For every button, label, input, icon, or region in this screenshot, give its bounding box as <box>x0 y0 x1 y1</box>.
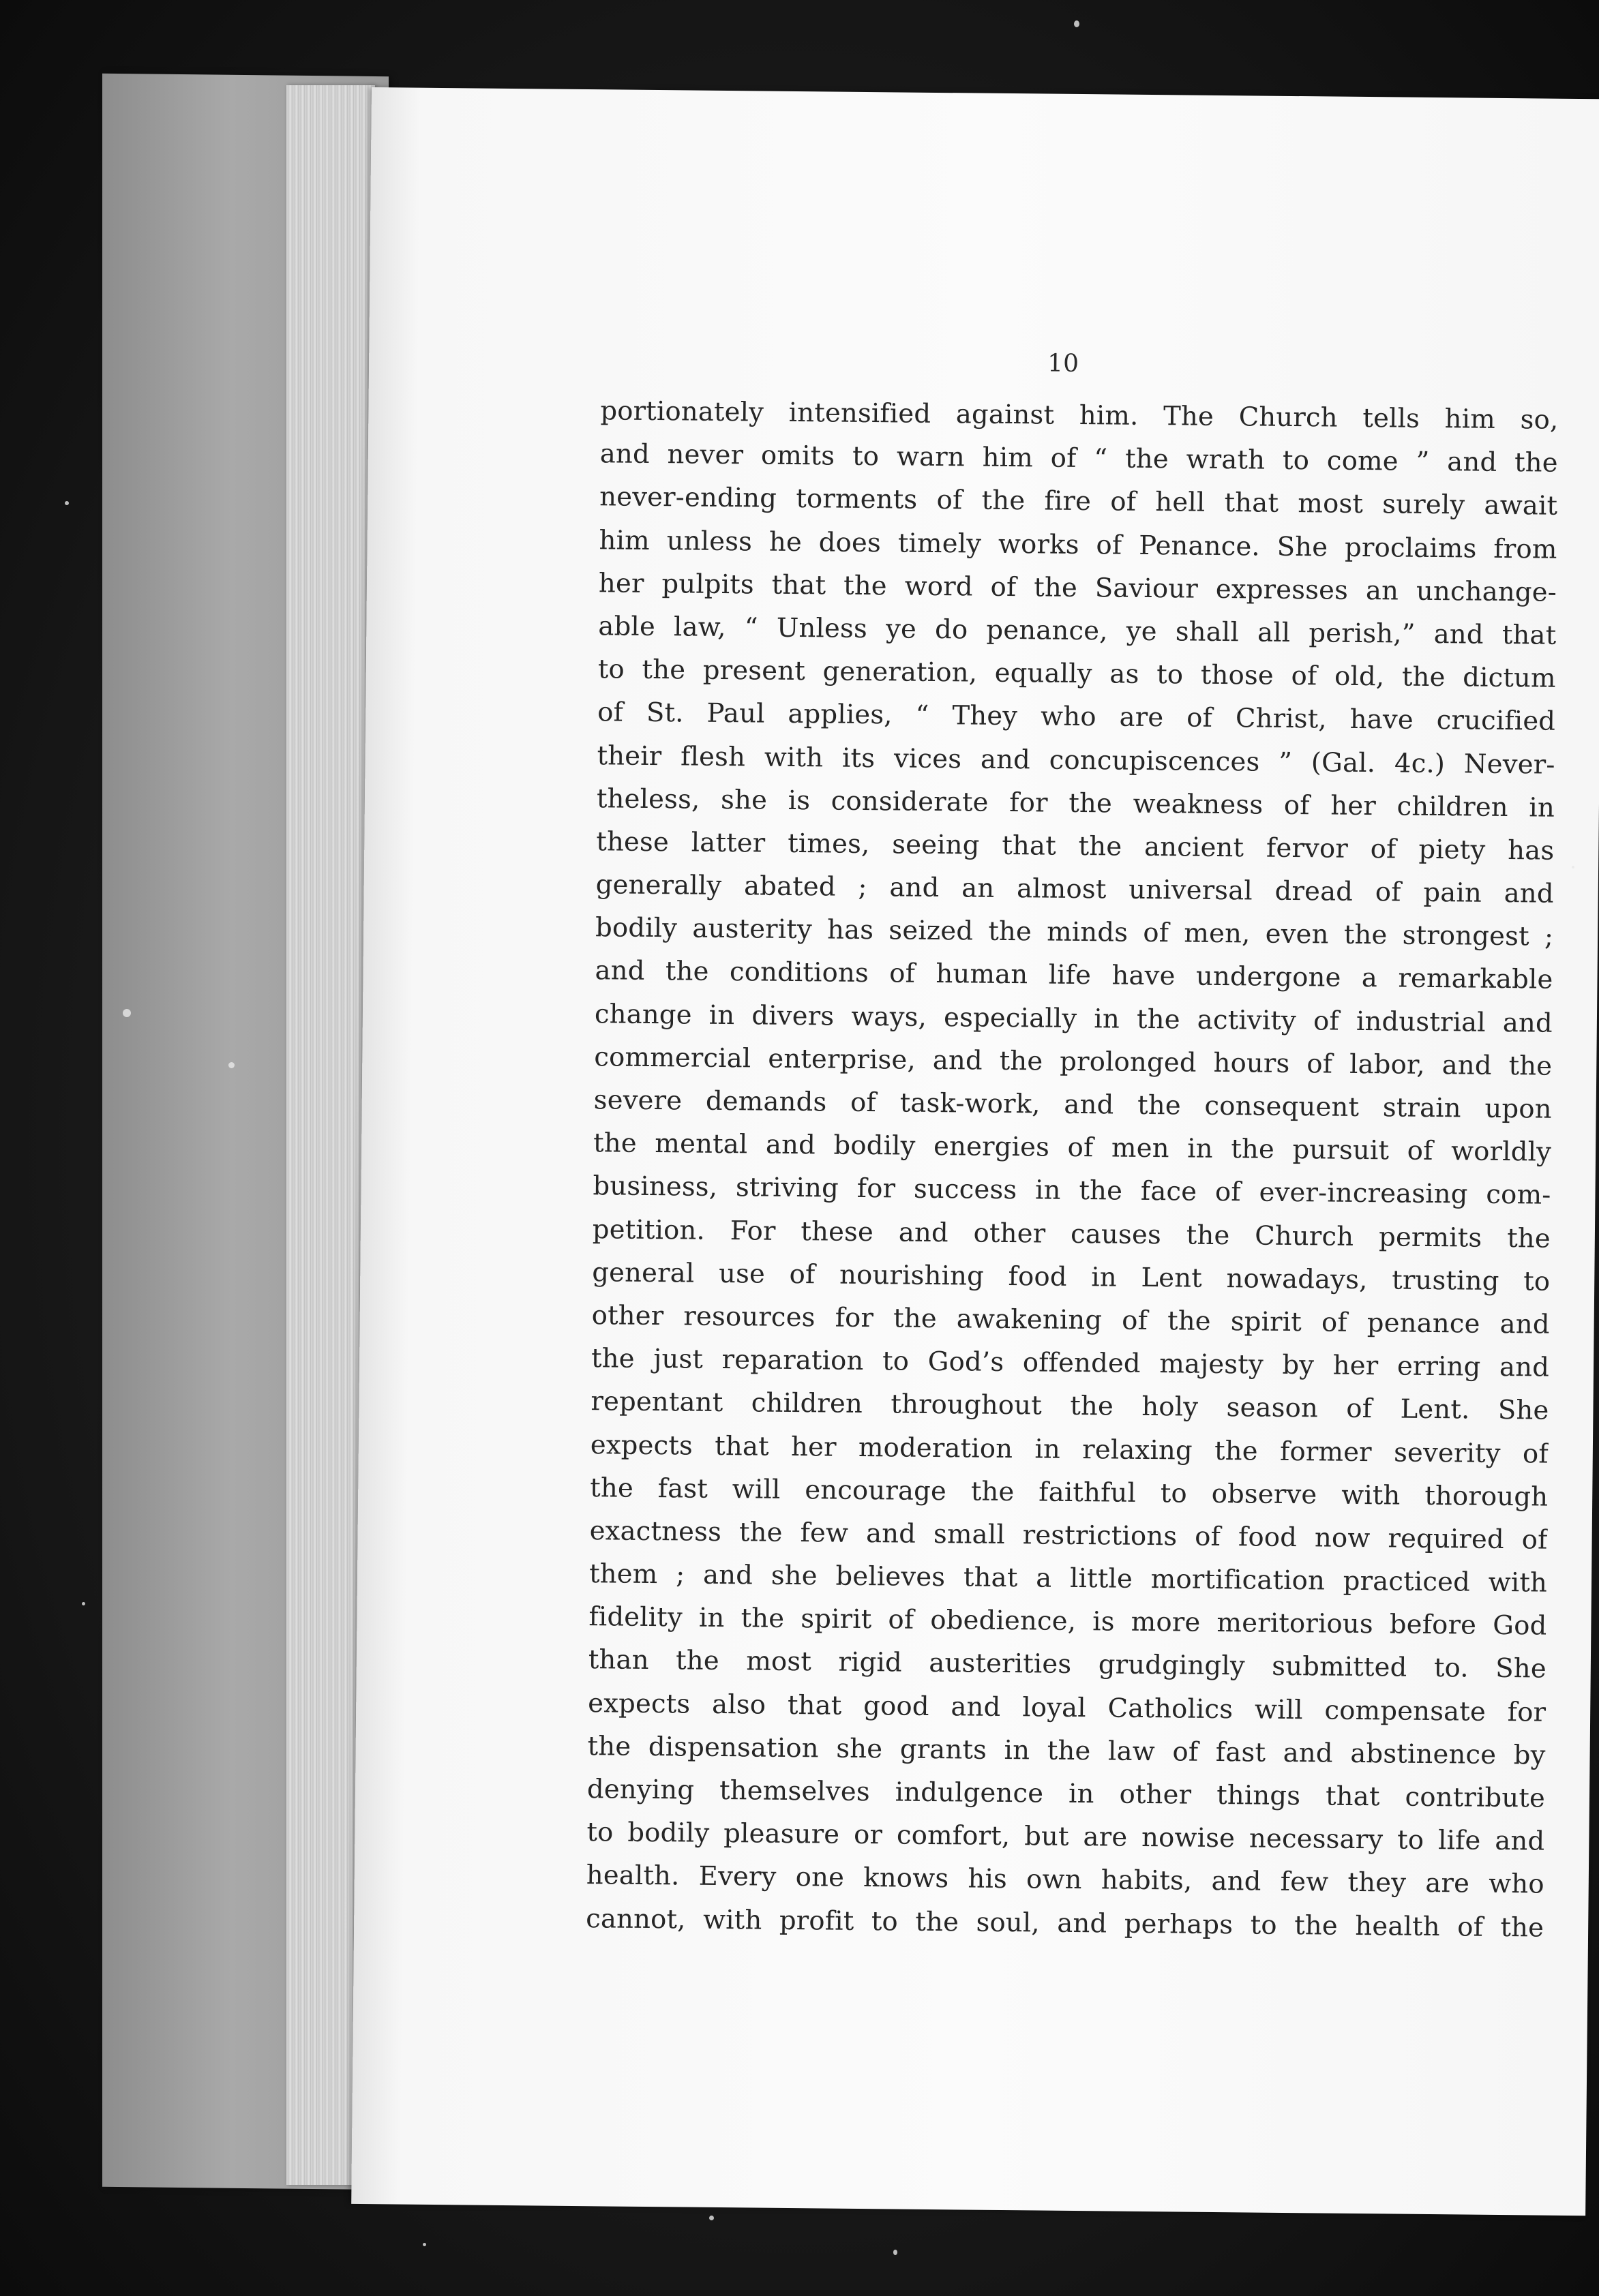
text-line: than the most rigid austerities grudgingly submitted to. She <box>588 1644 1547 1685</box>
text-line: severe demands of task-work, and the consequent strain upon <box>593 1085 1552 1125</box>
text-line: these latter times, seeing that the ancient fervor of piety has <box>596 826 1555 866</box>
page-number: 10 <box>1047 349 1079 378</box>
text-line: him unless he does timely works of Penance. She proclaims from <box>599 524 1557 565</box>
text-line: of St. Paul applies, “ They who are of Christ, have crucified <box>597 697 1556 738</box>
text-line: expects that her moderation in relaxing the former severity of <box>590 1429 1549 1470</box>
text-line: and never omits to warn him of “ the wrath to come ” and the <box>599 438 1559 479</box>
text-line: theless, she is considerate for the weakness of her children in <box>596 783 1555 824</box>
body-text <box>586 389 1559 1949</box>
dust-speck <box>1074 20 1079 27</box>
text-line: the mental and bodily energies of men in the pursuit of worldly <box>593 1128 1552 1168</box>
text-line: portionately intensified against him. The Church tells him so, <box>600 395 1559 436</box>
text-line: cannot, with profit to the soul, and perhaps to the health of the <box>586 1903 1544 1944</box>
text-line: petition. For these and other causes the Church permits the <box>592 1213 1551 1254</box>
text-line: bodily austerity has seized the minds of men, even the strongest ; <box>595 912 1554 952</box>
text-line: fidelity in the spirit of obedience, is more meritorious before God <box>588 1601 1547 1642</box>
dust-speck <box>709 2216 714 2220</box>
text-line: the fast will encourage the faithful to observe with thorough <box>590 1472 1549 1513</box>
text-line: repentant children throughout the holy season of Lent. She <box>591 1386 1549 1426</box>
dust-speck <box>123 1009 131 1017</box>
text-line: exactness the few and small restrictions of food now required of <box>589 1515 1548 1556</box>
dust-speck <box>893 2250 897 2255</box>
book-page <box>351 87 1599 2216</box>
dust-speck <box>82 1602 85 1605</box>
text-line: other resources for the awakening of the spirit of penance and <box>591 1300 1550 1340</box>
text-line: her pulpits that the word of the Saviour expresses an unchange- <box>598 567 1557 608</box>
dust-speck <box>1572 866 1574 868</box>
text-line: generally abated ; and an almost universal dread of pain and <box>595 869 1554 909</box>
dust-speck <box>228 1062 235 1068</box>
dust-speck <box>423 2243 426 2246</box>
dust-speck <box>65 501 69 505</box>
text-line: never-ending torments of the fire of hell that most surely await <box>599 481 1558 522</box>
text-line: and the conditions of human life have undergone a remarkable <box>595 955 1553 996</box>
text-line: commercial enterprise, and the prolonged hours of labor, and the <box>594 1042 1553 1082</box>
text-line: their flesh with its vices and concupiscences ” (Gal. 4c.) Never- <box>597 740 1555 781</box>
text-line: able law, “ Unless ye do penance, ye shall all perish,” and that <box>598 611 1557 651</box>
text-line: to the present generation, equally as to those of old, the dictum <box>597 654 1556 694</box>
text-line: denying themselves indulgence in other things that contribute <box>586 1774 1546 1814</box>
text-line: to bodily pleasure or comfort, but are nowise necessary to life and <box>586 1817 1545 1857</box>
text-line: health. Every one knows his own habits, and few they are who <box>586 1860 1544 1901</box>
text-line: the just reparation to God’s offended majesty by her erring and <box>591 1343 1550 1383</box>
text-line: expects also that good and loyal Catholics will compensate for <box>588 1687 1546 1728</box>
text-line: general use of nourishing food in Lent nowadays, trusting to <box>592 1256 1551 1297</box>
text-line: business, striving for success in the face of ever-increasing com- <box>593 1170 1551 1211</box>
text-line: them ; and she believes that a little mortification practiced with <box>588 1558 1548 1599</box>
text-line: change in divers ways, especially in the activity of industrial and <box>594 998 1553 1039</box>
text-line: the dispensation she grants in the law of fast and abstinence by <box>587 1730 1546 1771</box>
